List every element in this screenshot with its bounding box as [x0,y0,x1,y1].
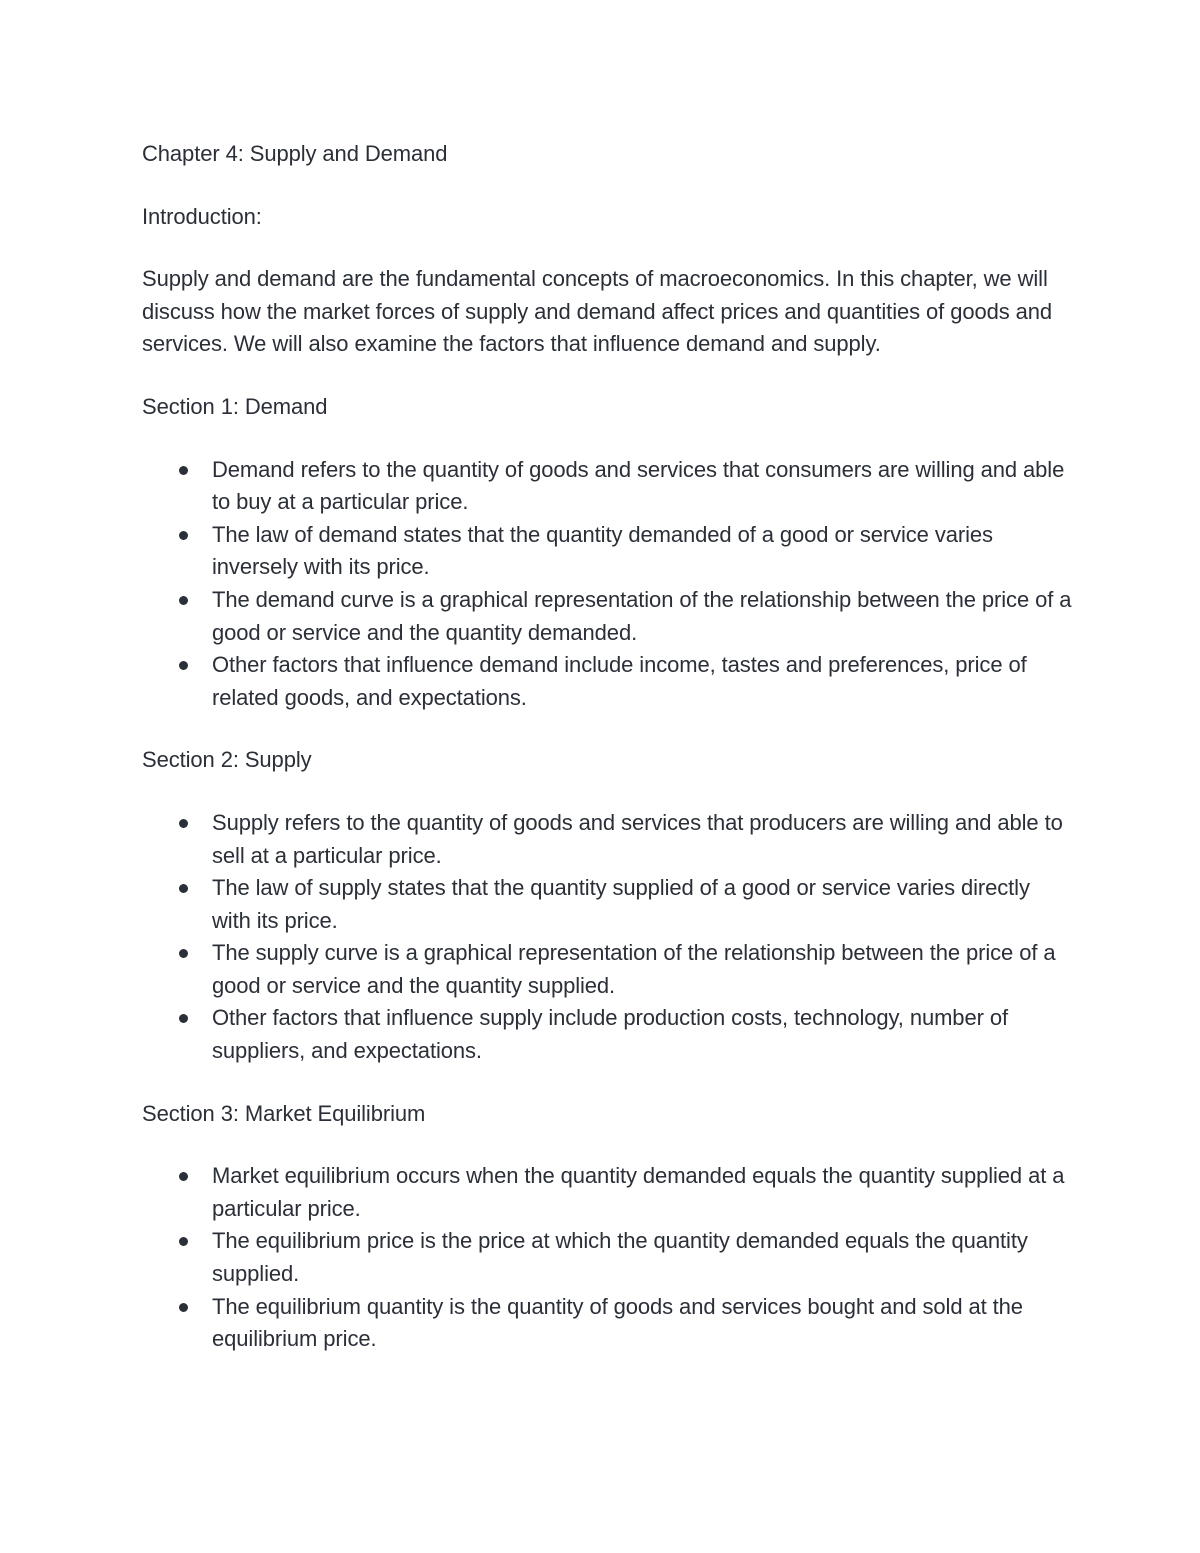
section-heading-supply: Section 2: Supply [142,747,312,773]
intro-paragraph: Supply and demand are the fundamental concepts of macroeconomics. In this chapter, we will discuss how the market forces of supply and demand affect prices and quantities of goods and services. We will also examine the factors that influence demand and supply. [142,266,1053,357]
bullet-icon [179,819,188,828]
bullet-icon [179,531,188,540]
bullet-icon [179,466,188,475]
bullet-icon [179,1237,188,1246]
bullet-icon [179,661,188,670]
bullet-icon [179,1172,188,1181]
document-page [142,138,1072,1356]
list-item: The demand curve is a graphical representation of the relationship between the price of a good or service and the quantity demanded. [212,584,1072,649]
bullet-icon [179,949,188,958]
bullet-icon [179,596,188,605]
demand-bullet-list [142,454,1072,715]
section-heading-equilibrium: Section 3: Market Equilibrium [142,1100,426,1126]
intro-heading: Introduction: [142,203,262,229]
supply-bullet-list [142,807,1072,1068]
bullet-icon [179,884,188,893]
list-item: Other factors that influence demand include income, tastes and preferences, price of related goods, and expectations. [212,649,1072,714]
chapter-title: Chapter 4: Supply and Demand [142,141,448,166]
list-item: Supply refers to the quantity of goods and services that producers are willing and able to sell at a particular price. [212,807,1072,872]
section-heading-demand: Section 1: Demand [142,393,328,419]
list-item: The equilibrium price is the price at which the quantity demanded equals the quantity supplied. [212,1225,1072,1290]
bullet-icon [179,1303,188,1312]
bullet-icon [179,1014,188,1023]
list-item: Demand refers to the quantity of goods and services that consumers are willing and able to buy at a particular price. [212,454,1072,519]
list-item: The supply curve is a graphical representation of the relationship between the price of a good or service and the quantity supplied. [212,937,1072,1002]
list-item: The equilibrium quantity is the quantity of goods and services bought and sold at the equilibrium price. [212,1291,1072,1356]
list-item: Other factors that influence supply include production costs, technology, number of suppliers, and expectations. [212,1002,1072,1067]
list-item: Market equilibrium occurs when the quantity demanded equals the quantity supplied at a particular price. [212,1160,1072,1225]
list-item: The law of supply states that the quantity supplied of a good or service varies directly with its price. [212,872,1072,937]
equilibrium-bullet-list [142,1160,1072,1356]
list-item: The law of demand states that the quantity demanded of a good or service varies inversely with its price. [212,519,1072,584]
